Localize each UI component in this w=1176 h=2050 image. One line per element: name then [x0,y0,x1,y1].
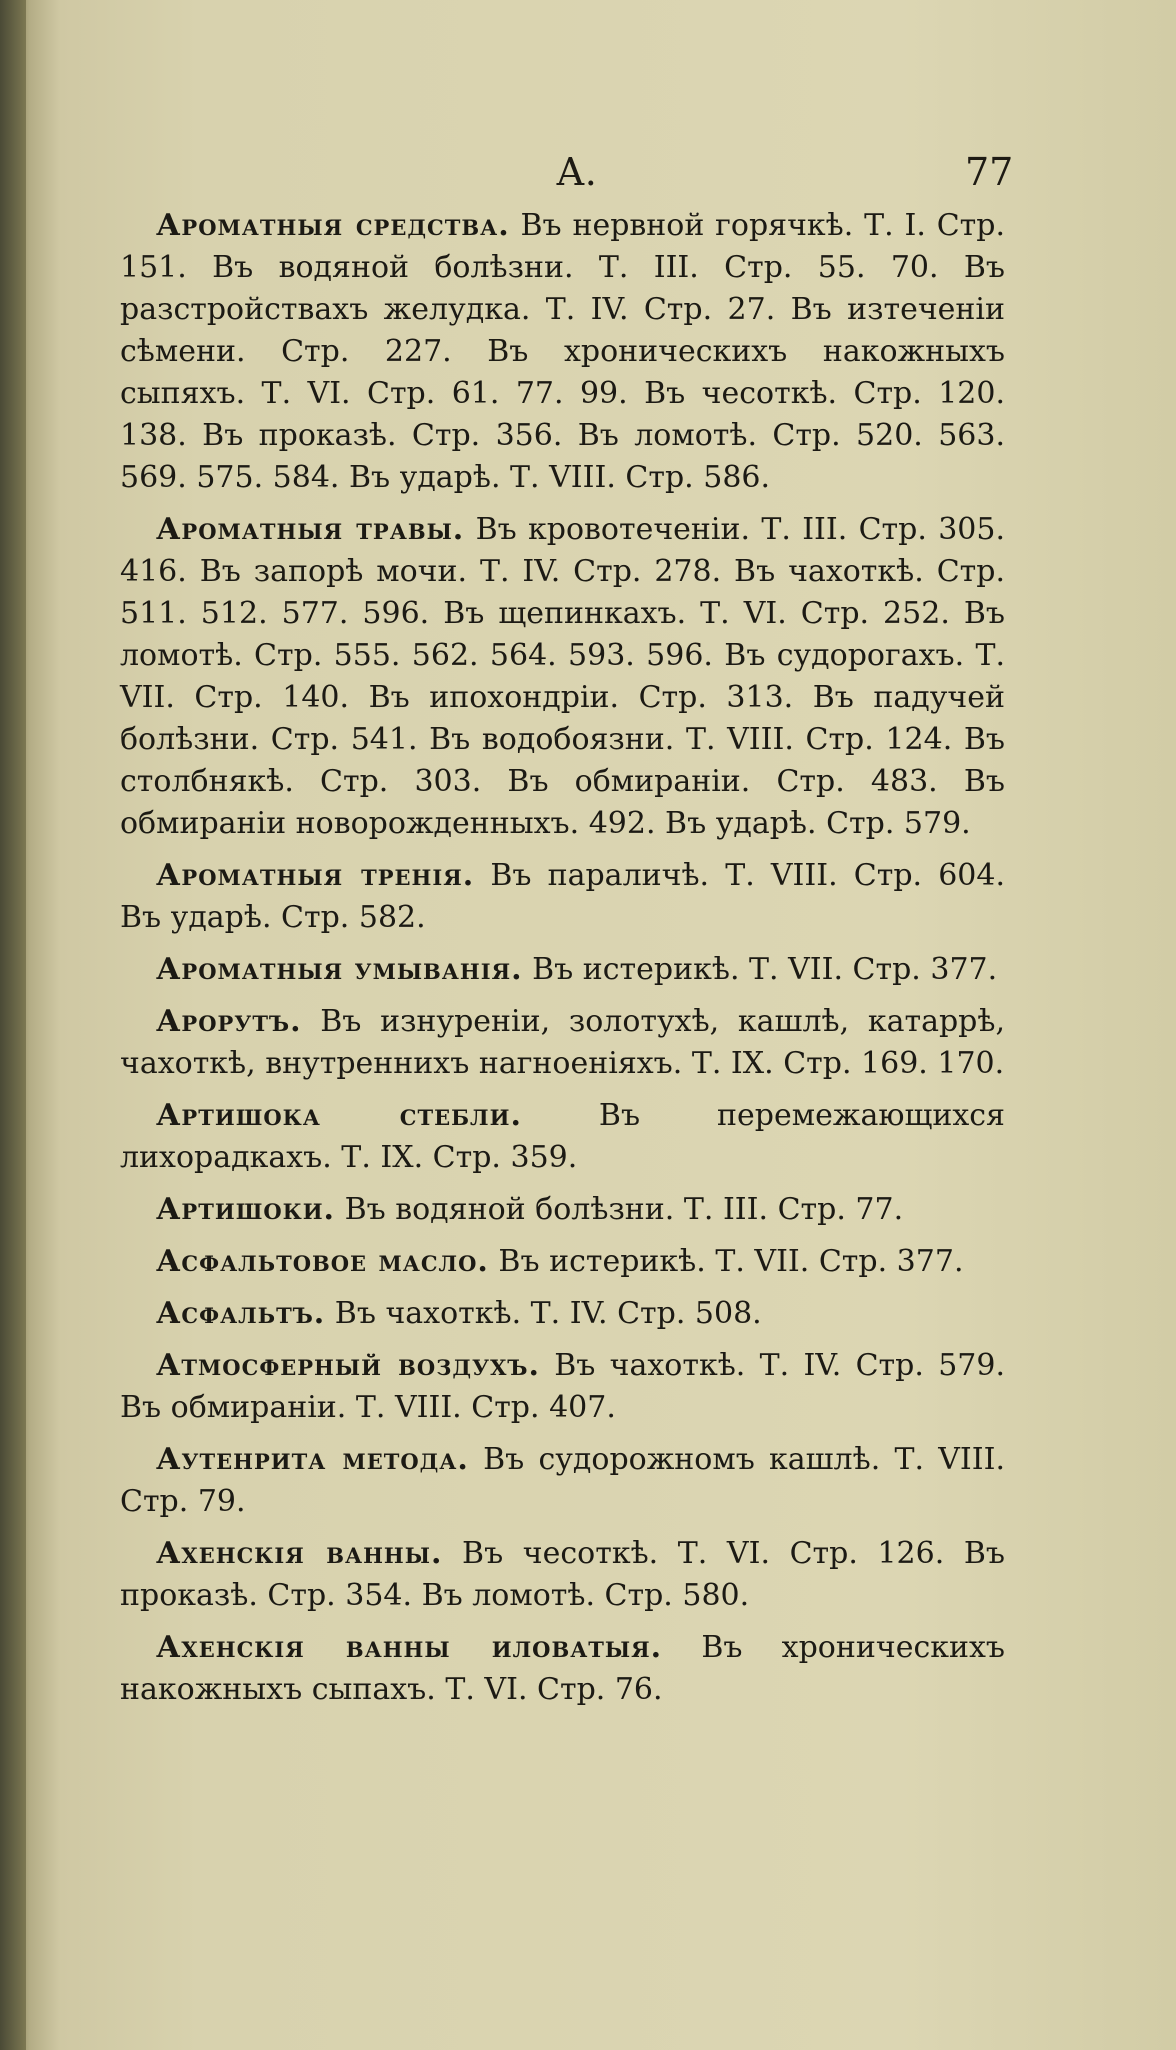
entry-text: Въ изнуреніи, золотухѣ, кашлѣ, катаррѣ, чахоткѣ, внутреннихъ нагноеніяхъ. Т. IX. Стр. 169. 170. [120,1004,1005,1081]
entry-text: Въ истерикѣ. Т. VII. Стр. 377. [532,952,998,987]
entry-text: Въ чахоткѣ. Т. IV. Стр. 579. Въ обмираніи. Т. VIII. Стр. 407. [120,1348,1005,1425]
index-entry [120,509,1005,845]
entry-term: Ароматныя тренія. [156,858,475,893]
index-entries [120,205,1005,1721]
section-letter: А. [556,150,597,194]
entry-term: Арорутъ. [156,1004,302,1039]
entry-term: Ахенскія ванны иловатыя. [156,1630,663,1665]
entry-term: Ароматныя травы. [156,512,465,547]
entry-text: Въ чахоткѣ. Т. IV. Стр. 508. [334,1296,762,1331]
entry-term: Атмосферный воздухъ. [156,1348,540,1383]
entry-text: Въ нервной горячкѣ. Т. I. Стр. 151. Въ водяной болѣзни. Т. III. Стр. 55. 70. Въ разстройствахъ желудка. Т. IV. Стр. 27. Въ изтеченіи сѣмени. Стр. 227. Въ хроническихъ накожныхъ сыпяхъ. Т. VI. Стр. 61. 77. 99. Въ чесоткѣ. Стр. 120. 138. Въ проказѣ. Стр. 356. Въ ломотѣ. Стр. 520. 563. 569. 575. 584. Въ ударѣ. Т. VIII. Стр. 586. [120,208,1005,495]
index-entry [120,1345,1005,1429]
index-entry [120,1533,1005,1617]
entry-term: Ароматныя умыванія. [156,952,523,987]
entry-term: Ароматныя средства. [156,208,510,243]
entry-text: Въ водяной болѣзни. Т. III. Стр. 77. [344,1192,904,1227]
entry-text: Въ перемежающихся лихорадкахъ. Т. IX. Стр. 359. [120,1098,1005,1175]
entry-term: Артишоки. [156,1192,336,1227]
entry-term: Асфальтовое масло. [156,1244,489,1279]
index-entry [120,949,1005,991]
index-entry [120,1001,1005,1085]
index-entry [120,1439,1005,1523]
entry-text: Въ истерикѣ. Т. VII. Стр. 377. [498,1244,964,1279]
entry-term: Ахенскія ванны. [156,1536,443,1571]
page-number: 77 [965,150,1014,194]
entry-text: Въ чесоткѣ. Т. VI. Стр. 126. Въ проказѣ. Стр. 354. Въ ломотѣ. Стр. 580. [120,1536,1005,1613]
index-entry [120,1189,1005,1231]
page-header [0,150,1176,210]
entry-term: Аутенрита метода. [156,1442,469,1477]
entry-text: Въ параличѣ. Т. VIII. Стр. 604. Въ ударѣ. Стр. 582. [120,858,1005,935]
index-entry [120,855,1005,939]
index-entry [120,1293,1005,1335]
entry-text: Въ судорожномъ кашлѣ. Т. VIII. Стр. 79. [120,1442,1005,1519]
page-binding-edge [0,0,26,2050]
entry-text: Въ кровотеченіи. Т. III. Стр. 305. 416. Въ запорѣ мочи. Т. IV. Стр. 278. Въ чахоткѣ. Стр. 511. 512. 577. 596. Въ щепинкахъ. Т. VI. Стр. 252. Въ ломотѣ. Стр. 555. 562. 564. 593. 596. Въ судорогахъ. Т. VII. Стр. 140. Въ ипохондріи. Стр. 313. Въ падучей болѣзни. Стр. 541. Въ водобоязни. Т. VIII. Стр. 124. Въ столбнякѣ. Стр. 303. Въ обмираніи. Стр. 483. Въ обмираніи новорожденныхъ. 492. Въ ударѣ. Стр. 579. [120,512,1006,841]
index-entry [120,205,1005,499]
index-entry [120,1095,1005,1179]
entry-text: Въ хроническихъ накожныхъ сыпахъ. Т. VI. Стр. 76. [120,1630,1005,1707]
index-entry [120,1241,1005,1283]
entry-term: Асфальтъ. [156,1296,326,1331]
entry-term: Артишока стебли. [156,1098,522,1133]
index-entry [120,1627,1005,1711]
